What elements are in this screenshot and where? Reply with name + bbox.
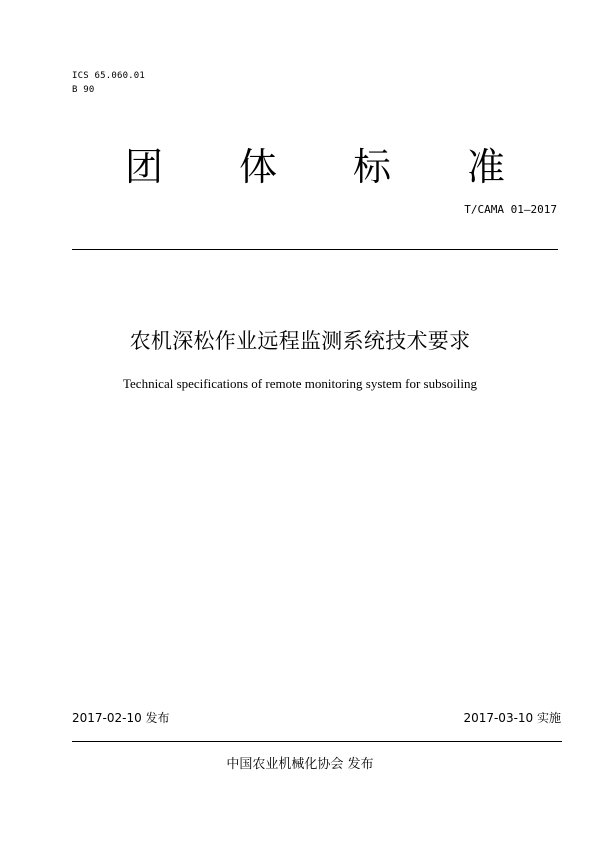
heading-char-1: 团	[125, 145, 164, 189]
title-english: Technical specifications of remote monitoring system for subsoiling	[123, 376, 477, 391]
ics-code: ICS 65.060.01	[72, 71, 146, 81]
document-type-heading	[125, 142, 505, 192]
publisher: 中国农业机械化协会 发布	[226, 757, 374, 772]
heading-char-2: 体	[238, 145, 277, 189]
implementation-date: 2017-03-10 实施	[463, 711, 561, 725]
top-divider	[72, 249, 558, 250]
bottom-divider	[72, 741, 562, 742]
heading-char-3: 标	[352, 145, 391, 189]
title-chinese: 农机深松作业远程监测系统技术要求	[129, 329, 471, 353]
standard-number: T/CAMA 01—2017	[464, 203, 557, 216]
heading-char-4: 准	[466, 145, 505, 189]
issue-date: 2017-02-10 发布	[72, 711, 170, 725]
ccs-code: B 90	[72, 85, 95, 95]
